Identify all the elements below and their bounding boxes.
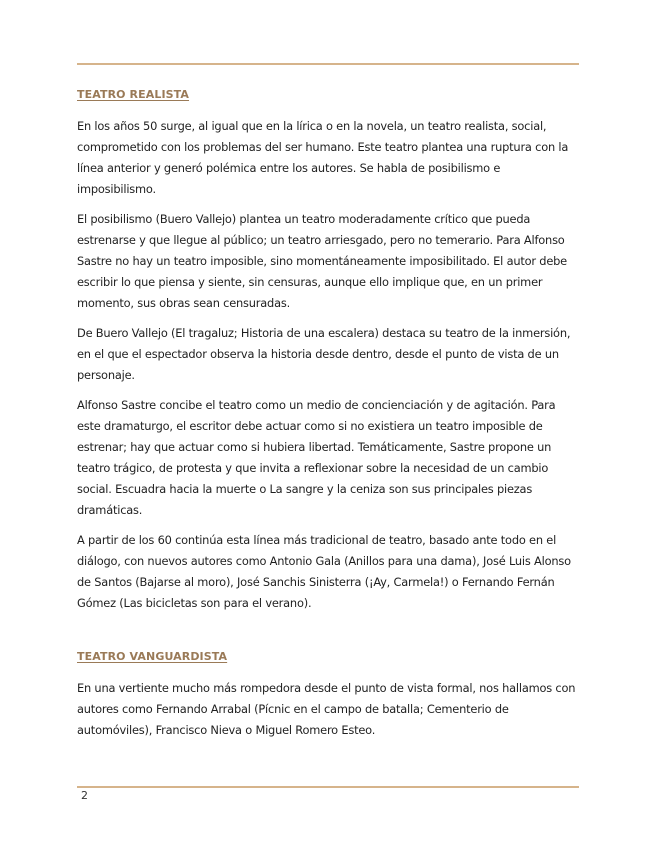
header-rule [77,63,579,65]
paragraph: En los años 50 surge, al igual que en la lírica o en la novela, un teatro realista, social, comprometido con los problemas del ser humano. Este teatro plantea una ruptura con la línea anterior y generó polémica entre los autores. Se habla de posibilismo e imposibilismo. [77,119,569,196]
section-teatro-realista [77,86,582,614]
section-heading-teatro-vanguardista: TEATRO VANGUARDISTA [77,650,228,663]
page-number: 2 [81,789,88,802]
paragraph: De Buero Vallejo (El tragaluz; Historia de una escalera) destaca su teatro de la inmersión, en el que el espectador observa la historia desde dentro, desde el punto de vista de un personaje. [77,326,571,382]
section-heading-teatro-realista: TEATRO REALISTA [77,88,190,101]
paragraph: En una vertiente mucho más rompedora desde el punto de vista formal, nos hallamos con autores como Fernando Arrabal (Pícnic en el campo de batalla; Cementerio de automóviles), Francisco Nieva o Miguel Romero Esteo. [77,681,576,737]
paragraph: El posibilismo (Buero Vallejo) plantea un teatro moderadamente crítico que pueda estrenarse y que llegue al público; un teatro arriesgado, pero no temerario. Para Alfonso Sastre no hay un teatro imposible, sino momentáneamente imposibilitado. El autor debe escribir lo que piensa y siente, sin censuras, aunque ello implique que, en un primer momento, sus obras sean censuradas. [77,212,567,310]
footer-rule [77,786,579,788]
section-teatro-vanguardista [77,648,582,741]
document-body [77,86,582,741]
paragraph: A partir de los 60 continúa esta línea más tradicional de teatro, basado ante todo en el diálogo, con nuevos autores como Antonio Gala (Anillos para una dama), José Luis Alonso de Santos (Bajarse al moro), José Sanchis Sinisterra (¡Ay, Carmela!) o Fernando Fernán Gómez (Las bicicletas son para el verano). [77,533,571,610]
paragraph: Alfonso Sastre concibe el teatro como un medio de concienciación y de agitación. Para este dramaturgo, el escritor debe actuar como si no existiera un teatro imposible de estrenar; hay que actuar como si hubiera libertad. Temáticamente, Sastre propone un teatro trágico, de protesta y que invita a reflexionar sobre la necesidad de un cambio social. Escuadra hacia la muerte o La sangre y la ceniza son sus principales piezas dramáticas. [77,398,556,517]
